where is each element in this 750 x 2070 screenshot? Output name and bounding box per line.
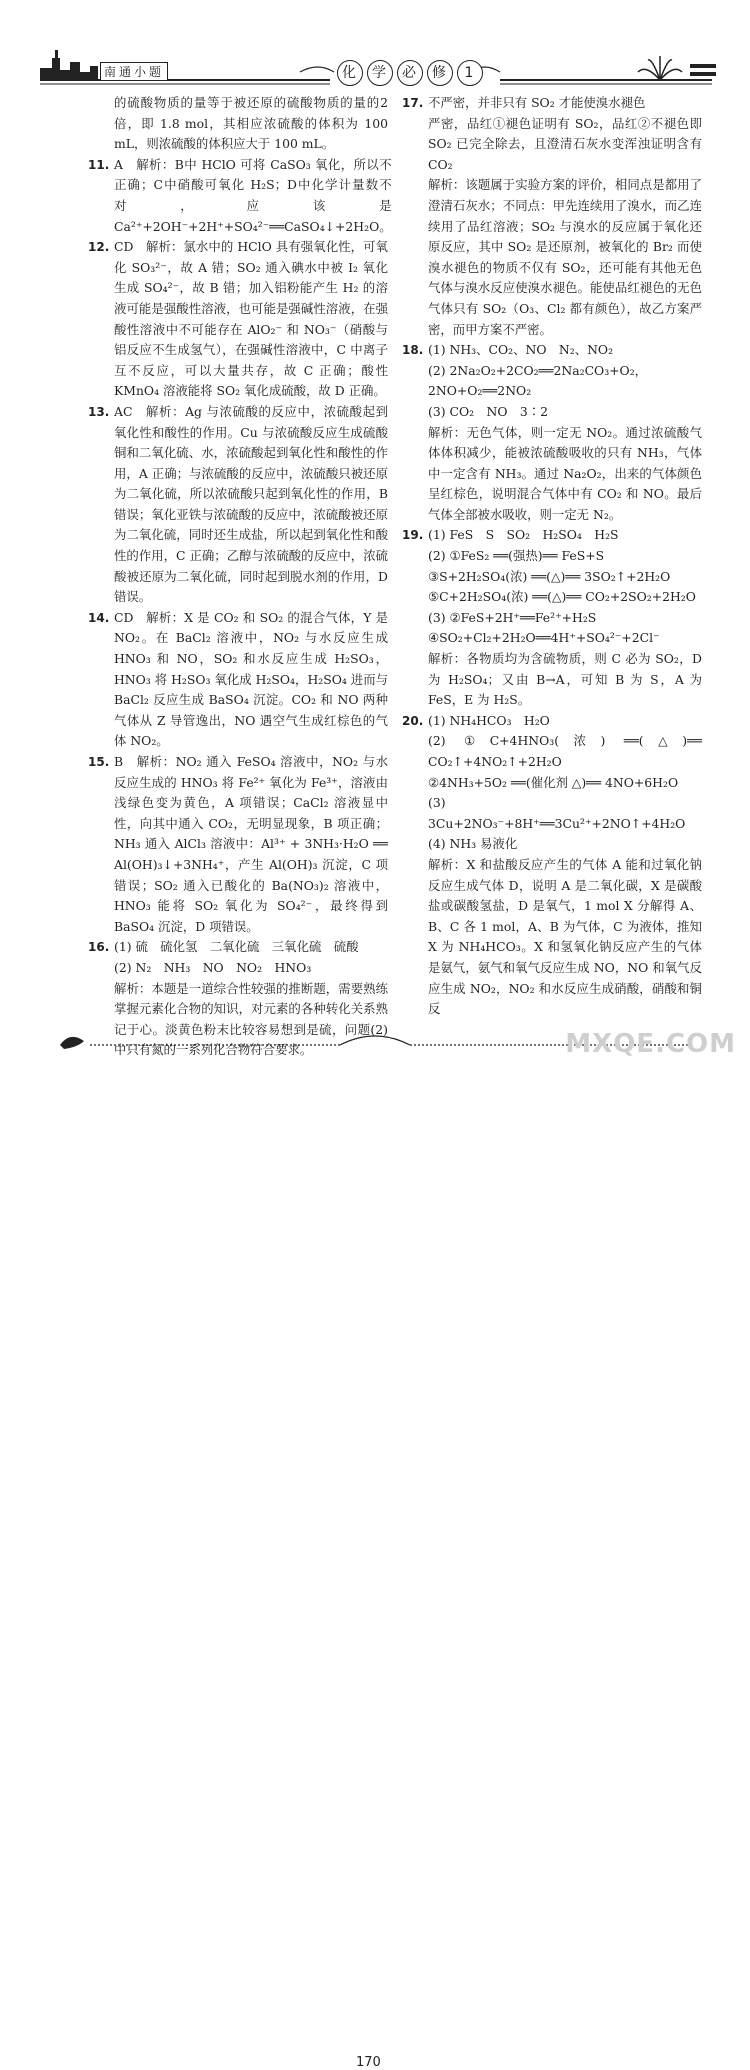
answer-explanation: 解析：各物质均为含硫物质，则 C 必为 SO₂，D 为 H₂SO₄；又由 B→A，可知 B 为 S，A 为 FeS，E 为 H₂S。 [428, 651, 702, 708]
answer-number: 15. [88, 755, 110, 769]
answer-line: 严密，品红①褪色证明有 SO₂，品红②不褪色即 SO₂ 已完全除去，且澄清石灰水变浑浊证明含有 CO₂ [428, 115, 702, 172]
answer-line: (3) CO₂ NO 3∶2 [428, 403, 549, 419]
subject-char-3: 必 [397, 60, 423, 86]
answer-text: A 解析：B中 HClO 可将 CaSO₃ 氧化，所以不正确；C中硝酸可氧化 H₂S；D中化学计量数不对，应该是 Ca²⁺+2OH⁻+2H⁺+SO₄²⁻══CaSO₄↓+2H₂O。 [114, 156, 392, 234]
answer-explanation: 解析：该题属于实验方案的评价，相同点是都用了澄清石灰水；不同点：甲先连续用了溴水，而乙连续用了品红溶液；SO₂ 与溴水的反应属于氧化还原反应，其中 SO₂ 是还原剂，被氧化的 Br₂ 而使溴水褪色的物质不仅有 SO₂，还可能有其他无色气体与溴水反应使溴水褪色。能使品红褪色的无色气体只有 SO₂（O₃、Cl₂ 都有颜色），故乙方案严密，而甲方案不严密。 [428, 177, 702, 337]
subject-title [335, 60, 485, 86]
answer-15 [88, 752, 388, 937]
subject-char-2: 学 [367, 60, 393, 86]
answer-number: 19. [402, 528, 424, 543]
watermark: MXQE.COM [565, 1029, 736, 1059]
answer-number: 14. [88, 610, 110, 625]
answer-13 [88, 402, 388, 608]
answer-20 [402, 711, 702, 1020]
answer-text: CD 解析：X 是 CO₂ 和 SO₂ 的混合气体，Y 是 NO₂。在 BaCl₂ 溶液中，NO₂ 与水反应生成 HNO₃ 和 NO，SO₂ 和水反应生成 H₂SO₃，HNO₃ 将 H₂SO₃ 氧化成 H₂SO₄，H₂SO₄ 进而与 BaCl₂ 反应生成 BaSO₄ 沉淀。CO₂ 和 NO 两种气体从 Z 导管逸出，NO 遇空气生成红棕色的气体 NO₂。 [114, 609, 388, 749]
answer-number: 17. [402, 96, 424, 110]
subject-char-1: 化 [337, 60, 363, 86]
answer-line: (2) 2Na₂O₂+2CO₂══2Na₂CO₃+O₂， [428, 362, 648, 378]
answer-line: ②4NH₃+5O₂ ══(催化剂 △)══ 4NO+6H₂O [428, 774, 679, 790]
answer-18 [402, 340, 702, 525]
answer-14 [88, 608, 388, 752]
answer-text: B 解析：NO₂ 通入 FeSO₄ 溶液中，NO₂ 与水反应生成的 HNO₃ 将 Fe²⁺ 氧化为 Fe³⁺，溶液由浅绿色变为黄色，A 项错误；CaCl₂ 溶液显中性，向其中通入 CO₂，无明显现象，B 项正确；NH₃ 通入 AlCl₃ 溶液中：Al³⁺ + 3NH₃·H₂O ══ Al(OH)₃↓+3NH₄⁺，产生 Al(OH)₃ 沉淀，C 项错误；SO₂ 通入已酸化的 Ba(NO₃)₂ 溶液中，HNO₃ 能将 SO₂ 氧化为 SO₄²⁻，最终得到 BaSO₄ 沉淀，D 项错误。 [114, 754, 388, 934]
answer-line: (2) ①FeS₂ ══(强热)══ FeS+S [428, 548, 605, 564]
answer-line: ⑤C+2H₂SO₄(浓) ══(△)══ CO₂+2SO₂+2H₂O [428, 589, 696, 605]
answer-explanation: 解析：X 和盐酸反应产生的气体 A 能和过氧化钠反应生成气体 D，说明 A 是二氧化碳，X 是碳酸盐或碳酸氢盐，D 是氧气，1 mol X 分解得 A、B、C 各 1 mol，A、B 为气体，C 为液体，推知 X 为 NH₄HCO₃。X 和氢氧化钠反应产生的气体是氨气，氨气和氧气反应生成 NO，NO 和氧气反应生成 NO₂，NO₂ 和水反应生成硝酸，硝酸和铜反 [428, 856, 702, 1017]
answer-line: (3) 3Cu+2NO₃⁻+8H⁺══3Cu²⁺+2NO↑+4H₂O [428, 795, 686, 831]
answer-line: 2NO+O₂══2NO₂ [428, 383, 532, 399]
answer-11 [88, 155, 392, 237]
answer-10-continued [88, 93, 388, 155]
brand-label: 南通小题 [100, 62, 168, 81]
answer-19 [402, 525, 702, 710]
answer-line: (4) NH₃ 易液化 [428, 836, 518, 852]
answer-text: CD 解析：氯水中的 HClO 具有强氧化性，可氧化 SO₃²⁻，故 A 错；SO₂ 通入碘水中被 I₂ 氧化生成 SO₄²⁻，故 B 错；加入铝粉能产生 H₂ 的溶液可能是强酸性溶液，也可能是强碱性溶液，在强酸性溶液中不可能存在 AlO₂⁻ 和 NO₃⁻（硝酸与铝反应不生成氢气），在强碱性溶液中，C 中离子互不反应，可以大量共存，故 C 正确；酸性 KMnO₄ 溶液能将 SO₂ 氧化成硫酸，故 D 正确。 [114, 239, 388, 399]
page-header [0, 0, 750, 92]
answer-line: (1) NH₃、CO₂、NO N₂、NO₂ [428, 342, 614, 358]
answer-line: (2) ①C+4HNO₃(浓) ══(△)══ CO₂↑+4NO₂↑+2H₂O [428, 733, 702, 769]
answer-number: 18. [402, 343, 424, 358]
quill-icon [60, 1037, 84, 1049]
answer-line: 不严密，并非只有 SO₂ 才能使溴水褪色 [428, 95, 646, 110]
answer-line: (1) 硫 硫化氢 二氧化硫 三氧化硫 硫酸 [114, 939, 359, 955]
answer-number: 12. [88, 240, 110, 255]
answer-text: 的硫酸物质的量等于被还原的硫酸物质的量的2倍，即 1.8 mol，其相应浓硫酸的体积为 100 mL，则浓硫酸的体积应大于 100 mL。 [114, 95, 388, 152]
answer-17 [402, 93, 702, 340]
answer-line: ③S+2H₂SO₄(浓) ══(△)══ 3SO₂↑+2H₂O [428, 568, 671, 584]
answer-line: (2) N₂ NH₃ NO NO₂ HNO₃ [114, 959, 312, 975]
answer-text: AC 解析：Ag 与浓硫酸的反应中，浓硫酸起到氧化性和酸性的作用。Cu 与浓硫酸反应生成硫酸铜和二氧化硫、水，浓硫酸起到氧化性和酸性的作用，A 正确；与浓硫酸的反应中，浓硫酸只被还原为二氧化硫，所以浓硫酸只起到氧化性的作用，B 错误；氧化亚铁与浓硫酸的反应中，浓硫酸被还原为二氧化硫，同时还生成盐，所以起到氧化性和酸性的作用，C 正确；乙醇与浓硫酸的反应中，浓硫酸被还原为二氧化硫，同时起到脱水剂的作用，D 错误。 [114, 403, 388, 605]
answer-line: (3) ②FeS+2H⁺══Fe²⁺+H₂S [428, 609, 597, 625]
answer-number: 20. [402, 713, 424, 728]
answer-number: 13. [88, 404, 110, 419]
page-number: 170 [356, 2055, 381, 2070]
answer-line: ④SO₂+Cl₂+2H₂O══4H⁺+SO₄²⁻+2Cl⁻ [428, 630, 660, 646]
answer-explanation: 解析：无色气体，则一定无 NO₂。通过浓硫酸气体体积减少，能被浓硫酸吸收的只有 NH₃，气体中一定含有 NH₃。通过 Na₂O₂，出来的气体颜色呈红棕色，说明混合气体中有 CO₂ 和 NO。最后气体全部被水吸收，则一定无 N₂。 [428, 424, 702, 522]
answer-explanation: 解析：本题是一道综合性较强的推断题，需要熟练掌握元素化合物的知识，对元素的各种转化关系熟记于心。淡黄色粉末比较容易想到是硫，问题(2)中只有氮的一系列化合物符合要求。 [114, 980, 388, 1058]
answer-line: (1) NH₄HCO₃ H₂O [428, 712, 550, 728]
answer-number: 11. [88, 157, 110, 172]
subject-char-5: 1 [457, 60, 483, 86]
subject-char-4: 修 [427, 60, 453, 86]
left-column [88, 93, 392, 1061]
right-column [402, 93, 702, 1020]
answer-number: 16. [88, 940, 110, 955]
answer-12 [88, 237, 388, 402]
answer-line: (1) FeS S SO₂ H₂SO₄ H₂S [428, 527, 619, 543]
